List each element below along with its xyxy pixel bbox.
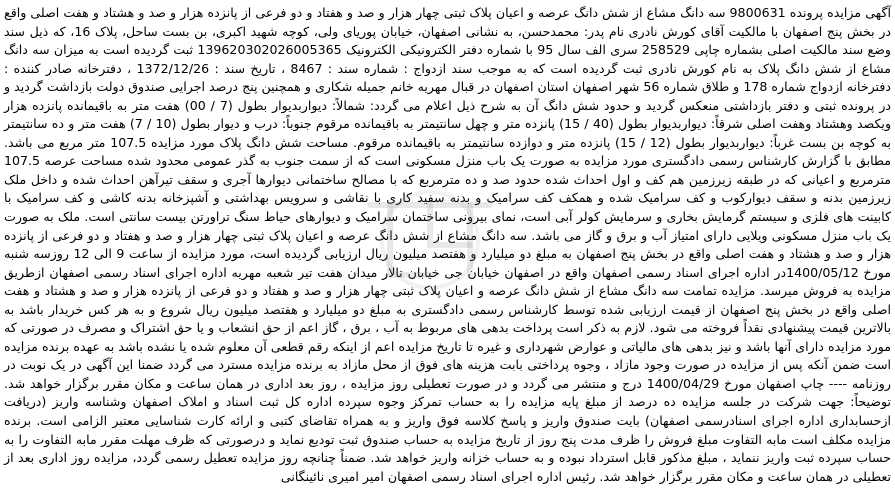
auction-notice-text <box>4 4 891 487</box>
auction-notice-paragraph: آگهی مزایده پرونده 9800631 سه دانگ مشاع از شش دانگ عرصه و اعیان پلاک ثبتی چهار هزار و صد و هفتاد و دو فرعی از پانزده هزار و صد و هشتاد و هفت اصلی واقع در بخش پنج اصفهان با مالکیت آقای کورش نادری نام پدر: محمدحسن، به نشانی اصفهان، خیابان پوریای ولی، کوچه شهید اکبری، بن بست ساحل، پلاک 16، که ذیل سند وضع سند مالکیت اصلی بشماره چاپی 258529 سری الف سال 95 با شماره دفتر الکترونیکی الکترونیک 139620302026005365 ثبت گردیده است به میزان سه دانگ مشاع از شش دانگ پلاک به نام کورش نادری ثبت گردیده است که به موجب سند ازدواج : شماره سند : 8467 ، تاریخ سند : 1372/12/26 ، دفترخانه صادر کننده : دفترخانه ازدواج شماره 178 و طلاق شماره 56 شهر اصفهان استان اصفهان در قبال مهریه خانم جمیله شکاری و همچنین پنج درصد اجرایی صندوق دولت بازداشت گردید و در پرونده ثبتی و دفتر بازداشتی منعکس گردید و حدود شش دانگ آن به شرح ذیل اعلام می گردد: شمالاً: دیواربدیوار بطول (7 / 00) هفت متر به باقیمانده پانزده هزار ویکصد وهشتاد وهفت اصلی شرقاً: دیواربدیوار بطول (40 / 15) پانزده متر و چهل سانتیمتر به باقیمانده مرقوم جنوباً: درب و دیوار بطول (10 / 7) هفت متر و ده سانتیمتر به کوچه بن بست غرباً: دیواربدیوار بطول (12 / 15) پانزده متر و دوازده سانتیمتر به باقیمانده مرقوم. مساحت شش دانگ پلاک مورد مزایده 107.5 متر مربع می باشد. مطابق با گزارش کارشناس رسمی دادگستری مورد مزایده به صورت یک باب منزل مسکونی است که از سمت جنوب به گذر عمومی محدود شده مساحت عرصه 107.5 مترمربع و اعیانی که در طبقه زیرزمین هم کف و اول احداث شده حدود صد و ده مترمربع که با مصالح ساختمانی دیوارها آجری و سقف تیرآهن احداث شده و داخل ملک زیرزمین بدنه و سقف دیوارکوب و کف سرامیک شده و همکف کف سرامیک و بدنه سفید کاری با نقاشی و سرویس بهداشتی و آشپزخانه بدنه کاشی و کف سرامیک با کابینت های فلزی و سیستم گرمایش بخاری و سرمایش کولر آبی است، نمای بیرونی ساختمان سرامیک و دیوارهای حیاط سنگ تراورتن بیست سانتی است. ملک به صورت یک باب منزل مسکونی ویلایی دارای امتیاز آب و برق و گاز می باشد. سه دانگ مشاع از شش دانگ عرصه و اعیان پلاک ثبتی چهار هزار و صد و هفتاد و دو فرعی از پانزده هزار و صد و هشتاد و هفت اصلی واقع در بخش پنج اصفهان به مبلغ دو میلیارد و هفتصد میلیون ریال ارزیابی گردیده است، مورد مزایده از ساعت 9 الی 12 روزسه شنبه مورخ 1400/05/12در اداره اجرای اسناد رسمی اصفهان واقع در اصفهان خیابان جی خیابان تالار میدان هفت تیر شعبه مهریه اداره اجرای اسناد رسمی اصفهان ازطریق مزایده به فروش میرسد. مزایده تمامت سه دانگ مشاع از شش دانگ عرصه و اعیان پلاک ثبتی چهار هزار و صد و هفتاد و دو فرعی از پانزده هزار و صد و هشتاد و هفت اصلی واقع در بخش پنج اصفهان از قیمت ارزیابی شده توسط کارشناس رسمی دادگستری به مبلغ دو میلیارد و هفتصد میلیون ریال شروع و به هر کس خریدار باشد به بالاترین قیمت پیشنهادی نقداً فروخته می شود. لازم به ذکر است پرداخت بدهی های مربوط به آب ، برق ، گاز اعم از حق انشعاب و یا حق اشتراک و مصرف در صورتی که مورد مزایده دارای آنها باشد و نیز بدهی های مالیاتی و عوارض شهرداری و غیره تا تاریخ مزایده اعم از اینکه رقم قطعی آن معلوم شده یا نشده باشد به عهده برنده مزایده است ضمن آنکه پس از مزایده در صورت وجود مازاد ، وجوه پرداختی بابت هزینه های فوق از محل مازاد به برنده مزایده مسترد می گردد ضمنا این آگهی در یک نوبت در روزنامه ---- چاپ اصفهان مورخ 1400/04/29 درج و منتشر می گردد و در صورت تعطیلی روز مزایده ، روز بعد اداری در همان ساعت و مکان مقرر برگزار خواهد شد. توضیحاً: جهت شرکت در جلسه مزایده ده درصد از مبلغ پایه مزایده را به حساب تمرکز وجوه سپرده اداره کل ثبت اسناد و املاک اصفهان وشناسه واریز (دریافت ازحسابداری اداره اجرای اسنادرسمی اصفهان) بایت صندوق واریز و پاسخ کلاسه فوق واریز و به همراه تقاضای کتبی و ارائه کارت شناسایی معتبر الزامی است. برنده مزایده مکلف است مابه التفاوت مبلغ فروش را ظرف مدت پنج روز از تاریخ مزایده به حساب صندوق ثبت تودیع نماید و درصورتی که ظرف مهلت مقرر مابه التفاوت را به حساب سپرده ثبت واریز ننماید ، مبلغ مذکور قابل استرداد نبوده و به حساب خزانه واریز خواهد شد. ضمناً چنانچه روز مزایده تعطیل رسمی گردد، مزایده روز اداری بعد از تعطیلی در همان ساعت و مکان مقرر برگزار خواهد شد. رئیس اداره اجرای اسناد رسمی اصفهان امیر امیری نائینگانی <box>4 5 892 484</box>
